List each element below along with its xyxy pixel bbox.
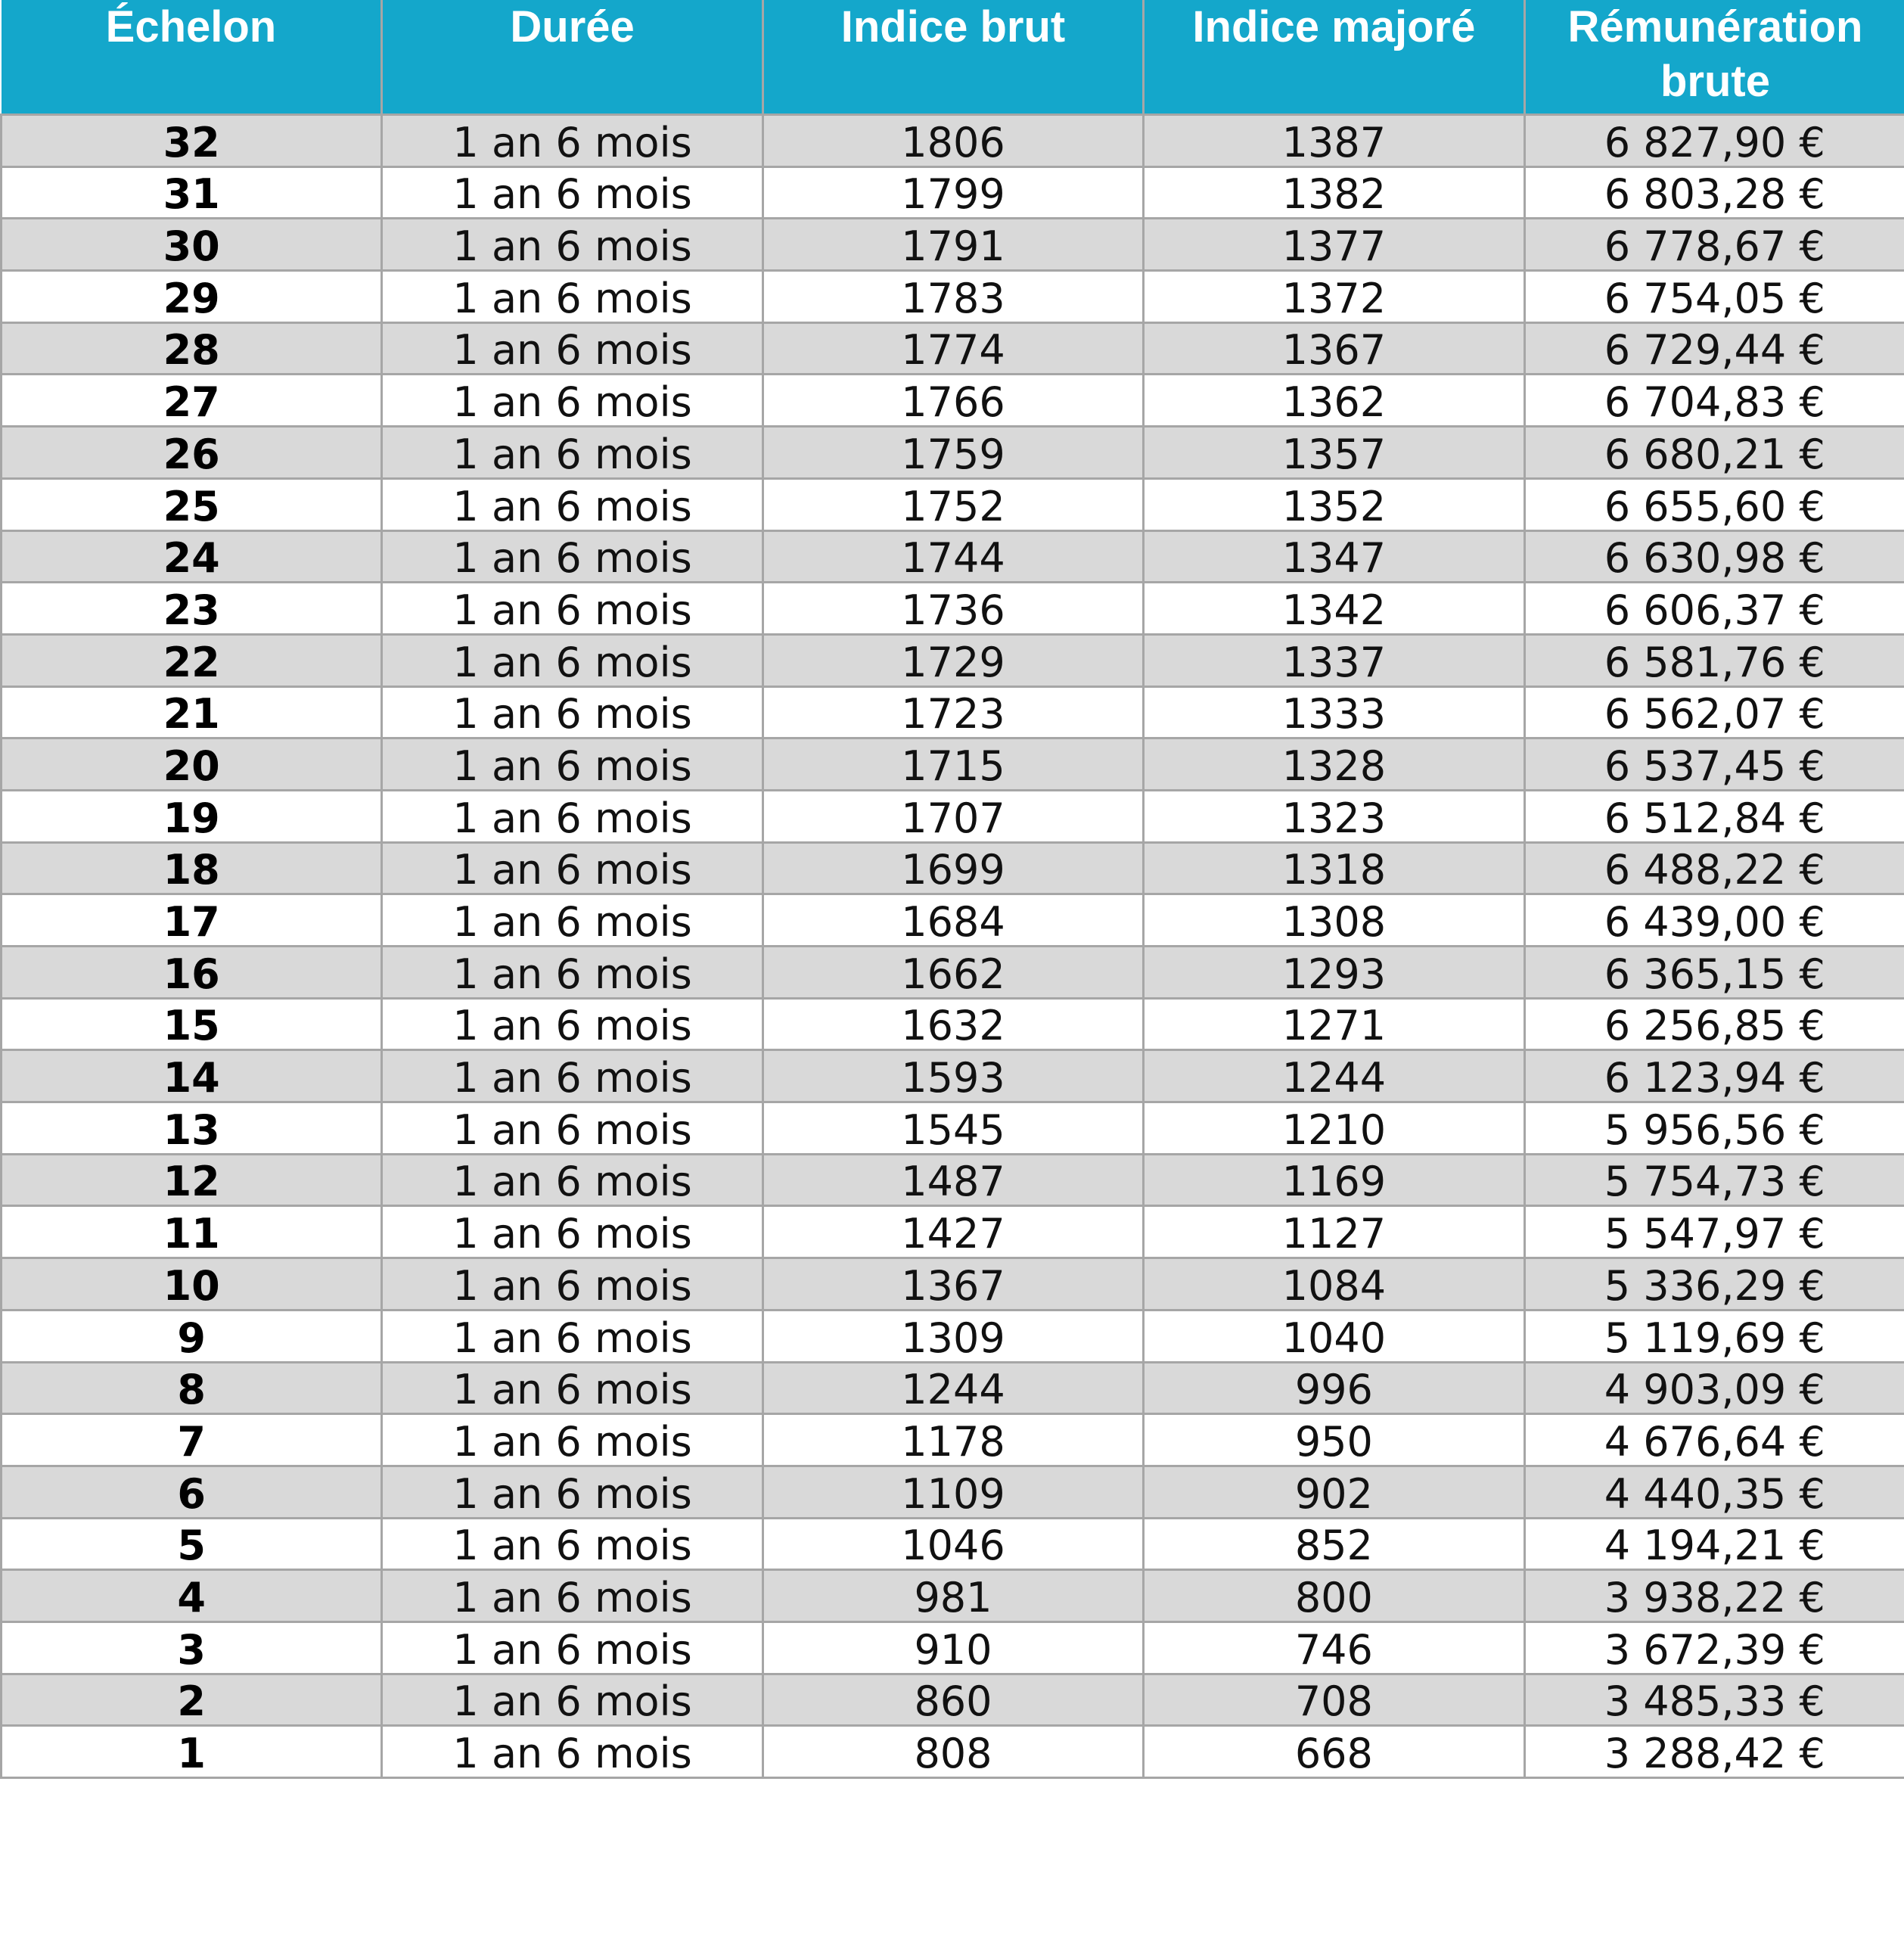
cell-indice-brut: 1684	[763, 894, 1143, 947]
cell-remuneration-brute: 6 512,84 €	[1524, 790, 1904, 842]
cell-echelon: 6	[2, 1466, 382, 1518]
cell-duree: 1 an 6 mois	[382, 1674, 763, 1726]
cell-indice-majore: 1244	[1144, 1050, 1524, 1102]
table-row	[2, 1466, 1904, 1518]
cell-echelon: 17	[2, 894, 382, 947]
table-row	[2, 686, 1904, 738]
table-row	[2, 1726, 1904, 1778]
table-row	[2, 1621, 1904, 1674]
cell-indice-majore: 996	[1144, 1362, 1524, 1414]
cell-indice-majore: 1342	[1144, 583, 1524, 635]
cell-indice-majore: 1040	[1144, 1310, 1524, 1362]
cell-remuneration-brute: 6 365,15 €	[1524, 947, 1904, 999]
cell-indice-majore: 1352	[1144, 478, 1524, 530]
cell-remuneration-brute: 6 655,60 €	[1524, 478, 1904, 530]
table-row	[2, 219, 1904, 271]
cell-remuneration-brute: 6 754,05 €	[1524, 271, 1904, 323]
cell-duree: 1 an 6 mois	[382, 478, 763, 530]
cell-echelon: 15	[2, 998, 382, 1050]
cell-indice-brut: 1178	[763, 1414, 1143, 1466]
cell-indice-brut: 1799	[763, 166, 1143, 219]
cell-indice-brut: 808	[763, 1726, 1143, 1778]
header-indice-majore: Indice majoré	[1144, 0, 1524, 115]
cell-remuneration-brute: 6 630,98 €	[1524, 530, 1904, 583]
cell-indice-majore: 1377	[1144, 219, 1524, 271]
cell-echelon: 24	[2, 530, 382, 583]
cell-duree: 1 an 6 mois	[382, 1310, 763, 1362]
cell-echelon: 4	[2, 1570, 382, 1622]
cell-indice-brut: 1752	[763, 478, 1143, 530]
cell-indice-majore: 1308	[1144, 894, 1524, 947]
cell-remuneration-brute: 4 440,35 €	[1524, 1466, 1904, 1518]
table-body	[2, 115, 1904, 1778]
cell-duree: 1 an 6 mois	[382, 634, 763, 686]
cell-duree: 1 an 6 mois	[382, 271, 763, 323]
cell-indice-majore: 1169	[1144, 1154, 1524, 1206]
cell-indice-majore: 1333	[1144, 686, 1524, 738]
cell-echelon: 21	[2, 686, 382, 738]
table-row	[2, 1362, 1904, 1414]
cell-echelon: 3	[2, 1621, 382, 1674]
cell-remuneration-brute: 3 938,22 €	[1524, 1570, 1904, 1622]
cell-echelon: 13	[2, 1102, 382, 1155]
cell-indice-majore: 902	[1144, 1466, 1524, 1518]
cell-echelon: 31	[2, 166, 382, 219]
cell-remuneration-brute: 5 119,69 €	[1524, 1310, 1904, 1362]
cell-indice-majore: 1382	[1144, 166, 1524, 219]
cell-indice-brut: 1545	[763, 1102, 1143, 1155]
cell-indice-brut: 1632	[763, 998, 1143, 1050]
cell-echelon: 29	[2, 271, 382, 323]
table-row	[2, 1258, 1904, 1311]
cell-indice-brut: 1791	[763, 219, 1143, 271]
cell-remuneration-brute: 6 778,67 €	[1524, 219, 1904, 271]
header-echelon: Échelon	[2, 0, 382, 115]
table-row	[2, 1310, 1904, 1362]
cell-indice-majore: 708	[1144, 1674, 1524, 1726]
cell-indice-brut: 860	[763, 1674, 1143, 1726]
cell-remuneration-brute: 3 288,42 €	[1524, 1726, 1904, 1778]
cell-echelon: 20	[2, 738, 382, 791]
cell-indice-majore: 668	[1144, 1726, 1524, 1778]
cell-remuneration-brute: 5 336,29 €	[1524, 1258, 1904, 1311]
cell-indice-majore: 852	[1144, 1518, 1524, 1570]
cell-indice-brut: 1766	[763, 375, 1143, 427]
cell-duree: 1 an 6 mois	[382, 947, 763, 999]
table-row	[2, 1674, 1904, 1726]
cell-remuneration-brute: 6 123,94 €	[1524, 1050, 1904, 1102]
cell-indice-majore: 1347	[1144, 530, 1524, 583]
cell-duree: 1 an 6 mois	[382, 894, 763, 947]
cell-indice-brut: 1427	[763, 1206, 1143, 1258]
cell-indice-majore: 1362	[1144, 375, 1524, 427]
cell-remuneration-brute: 6 729,44 €	[1524, 322, 1904, 375]
cell-indice-brut: 1487	[763, 1154, 1143, 1206]
cell-duree: 1 an 6 mois	[382, 686, 763, 738]
table-row	[2, 478, 1904, 530]
cell-remuneration-brute: 6 256,85 €	[1524, 998, 1904, 1050]
cell-duree: 1 an 6 mois	[382, 166, 763, 219]
cell-remuneration-brute: 6 488,22 €	[1524, 842, 1904, 894]
cell-duree: 1 an 6 mois	[382, 998, 763, 1050]
cell-remuneration-brute: 5 547,97 €	[1524, 1206, 1904, 1258]
cell-duree: 1 an 6 mois	[382, 1621, 763, 1674]
cell-indice-majore: 746	[1144, 1621, 1524, 1674]
cell-indice-majore: 1328	[1144, 738, 1524, 791]
cell-remuneration-brute: 4 903,09 €	[1524, 1362, 1904, 1414]
cell-duree: 1 an 6 mois	[382, 1258, 763, 1311]
table-row	[2, 1414, 1904, 1466]
cell-indice-majore: 1372	[1144, 271, 1524, 323]
cell-duree: 1 an 6 mois	[382, 1050, 763, 1102]
cell-remuneration-brute: 5 956,56 €	[1524, 1102, 1904, 1155]
cell-echelon: 2	[2, 1674, 382, 1726]
cell-remuneration-brute: 6 704,83 €	[1524, 375, 1904, 427]
cell-echelon: 23	[2, 583, 382, 635]
cell-indice-brut: 1699	[763, 842, 1143, 894]
cell-duree: 1 an 6 mois	[382, 1466, 763, 1518]
cell-remuneration-brute: 3 672,39 €	[1524, 1621, 1904, 1674]
table-row	[2, 1518, 1904, 1570]
cell-indice-brut: 1715	[763, 738, 1143, 791]
cell-remuneration-brute: 6 606,37 €	[1524, 583, 1904, 635]
table-row	[2, 842, 1904, 894]
cell-remuneration-brute: 6 537,45 €	[1524, 738, 1904, 791]
cell-duree: 1 an 6 mois	[382, 790, 763, 842]
cell-echelon: 14	[2, 1050, 382, 1102]
cell-echelon: 22	[2, 634, 382, 686]
header-duree: Durée	[382, 0, 763, 115]
cell-indice-majore: 950	[1144, 1414, 1524, 1466]
cell-duree: 1 an 6 mois	[382, 1154, 763, 1206]
cell-echelon: 16	[2, 947, 382, 999]
table-row	[2, 115, 1904, 167]
cell-remuneration-brute: 6 680,21 €	[1524, 427, 1904, 479]
header-indice-brut: Indice brut	[763, 0, 1143, 115]
table-row	[2, 166, 1904, 219]
cell-duree: 1 an 6 mois	[382, 219, 763, 271]
table-row	[2, 583, 1904, 635]
cell-duree: 1 an 6 mois	[382, 1362, 763, 1414]
cell-duree: 1 an 6 mois	[382, 583, 763, 635]
cell-indice-brut: 1707	[763, 790, 1143, 842]
cell-indice-majore: 1357	[1144, 427, 1524, 479]
cell-echelon: 1	[2, 1726, 382, 1778]
cell-duree: 1 an 6 mois	[382, 322, 763, 375]
cell-indice-brut: 1759	[763, 427, 1143, 479]
table-row	[2, 1206, 1904, 1258]
cell-echelon: 11	[2, 1206, 382, 1258]
table-row	[2, 738, 1904, 791]
table-row	[2, 1102, 1904, 1155]
cell-duree: 1 an 6 mois	[382, 1726, 763, 1778]
cell-remuneration-brute: 4 194,21 €	[1524, 1518, 1904, 1570]
cell-indice-brut: 1729	[763, 634, 1143, 686]
cell-indice-brut: 1662	[763, 947, 1143, 999]
cell-remuneration-brute: 3 485,33 €	[1524, 1674, 1904, 1726]
cell-indice-brut: 981	[763, 1570, 1143, 1622]
table-row	[2, 998, 1904, 1050]
table-row	[2, 427, 1904, 479]
cell-duree: 1 an 6 mois	[382, 427, 763, 479]
cell-duree: 1 an 6 mois	[382, 1206, 763, 1258]
cell-duree: 1 an 6 mois	[382, 115, 763, 167]
cell-duree: 1 an 6 mois	[382, 738, 763, 791]
cell-remuneration-brute: 6 439,00 €	[1524, 894, 1904, 947]
cell-indice-brut: 1593	[763, 1050, 1143, 1102]
cell-remuneration-brute: 6 562,07 €	[1524, 686, 1904, 738]
cell-echelon: 8	[2, 1362, 382, 1414]
table-row	[2, 1154, 1904, 1206]
cell-duree: 1 an 6 mois	[382, 1518, 763, 1570]
table-row	[2, 790, 1904, 842]
table-row	[2, 947, 1904, 999]
cell-echelon: 30	[2, 219, 382, 271]
table-row	[2, 1050, 1904, 1102]
cell-remuneration-brute: 4 676,64 €	[1524, 1414, 1904, 1466]
cell-indice-brut: 1744	[763, 530, 1143, 583]
cell-echelon: 7	[2, 1414, 382, 1466]
table-row	[2, 375, 1904, 427]
cell-indice-brut: 1109	[763, 1466, 1143, 1518]
cell-echelon: 10	[2, 1258, 382, 1311]
cell-echelon: 32	[2, 115, 382, 167]
cell-indice-majore: 1210	[1144, 1102, 1524, 1155]
table-row	[2, 530, 1904, 583]
cell-echelon: 9	[2, 1310, 382, 1362]
cell-indice-majore: 1387	[1144, 115, 1524, 167]
cell-remuneration-brute: 6 581,76 €	[1524, 634, 1904, 686]
cell-duree: 1 an 6 mois	[382, 375, 763, 427]
cell-indice-brut: 1244	[763, 1362, 1143, 1414]
cell-remuneration-brute: 6 803,28 €	[1524, 166, 1904, 219]
cell-indice-majore: 1127	[1144, 1206, 1524, 1258]
cell-indice-majore: 800	[1144, 1570, 1524, 1622]
cell-duree: 1 an 6 mois	[382, 1570, 763, 1622]
cell-indice-brut: 1806	[763, 115, 1143, 167]
cell-indice-brut: 1736	[763, 583, 1143, 635]
cell-echelon: 26	[2, 427, 382, 479]
cell-indice-majore: 1337	[1144, 634, 1524, 686]
cell-indice-majore: 1323	[1144, 790, 1524, 842]
cell-indice-brut: 1367	[763, 1258, 1143, 1311]
table-header	[2, 0, 1904, 115]
cell-indice-brut: 1309	[763, 1310, 1143, 1362]
cell-duree: 1 an 6 mois	[382, 842, 763, 894]
cell-indice-majore: 1084	[1144, 1258, 1524, 1311]
table-row	[2, 894, 1904, 947]
cell-echelon: 12	[2, 1154, 382, 1206]
cell-remuneration-brute: 5 754,73 €	[1524, 1154, 1904, 1206]
cell-indice-brut: 1774	[763, 322, 1143, 375]
cell-indice-majore: 1271	[1144, 998, 1524, 1050]
cell-indice-majore: 1367	[1144, 322, 1524, 375]
cell-indice-brut: 1046	[763, 1518, 1143, 1570]
cell-duree: 1 an 6 mois	[382, 1102, 763, 1155]
cell-remuneration-brute: 6 827,90 €	[1524, 115, 1904, 167]
table-row	[2, 271, 1904, 323]
cell-indice-brut: 910	[763, 1621, 1143, 1674]
header-row	[2, 0, 1904, 115]
cell-echelon: 25	[2, 478, 382, 530]
header-remuneration-brute: Rémunération brute	[1524, 0, 1904, 115]
cell-echelon: 19	[2, 790, 382, 842]
cell-duree: 1 an 6 mois	[382, 1414, 763, 1466]
cell-indice-brut: 1723	[763, 686, 1143, 738]
table-row	[2, 1570, 1904, 1622]
cell-echelon: 5	[2, 1518, 382, 1570]
cell-echelon: 27	[2, 375, 382, 427]
cell-indice-majore: 1293	[1144, 947, 1524, 999]
table-row	[2, 634, 1904, 686]
table-row	[2, 322, 1904, 375]
cell-echelon: 28	[2, 322, 382, 375]
cell-duree: 1 an 6 mois	[382, 530, 763, 583]
cell-indice-brut: 1783	[763, 271, 1143, 323]
cell-indice-majore: 1318	[1144, 842, 1524, 894]
cell-echelon: 18	[2, 842, 382, 894]
